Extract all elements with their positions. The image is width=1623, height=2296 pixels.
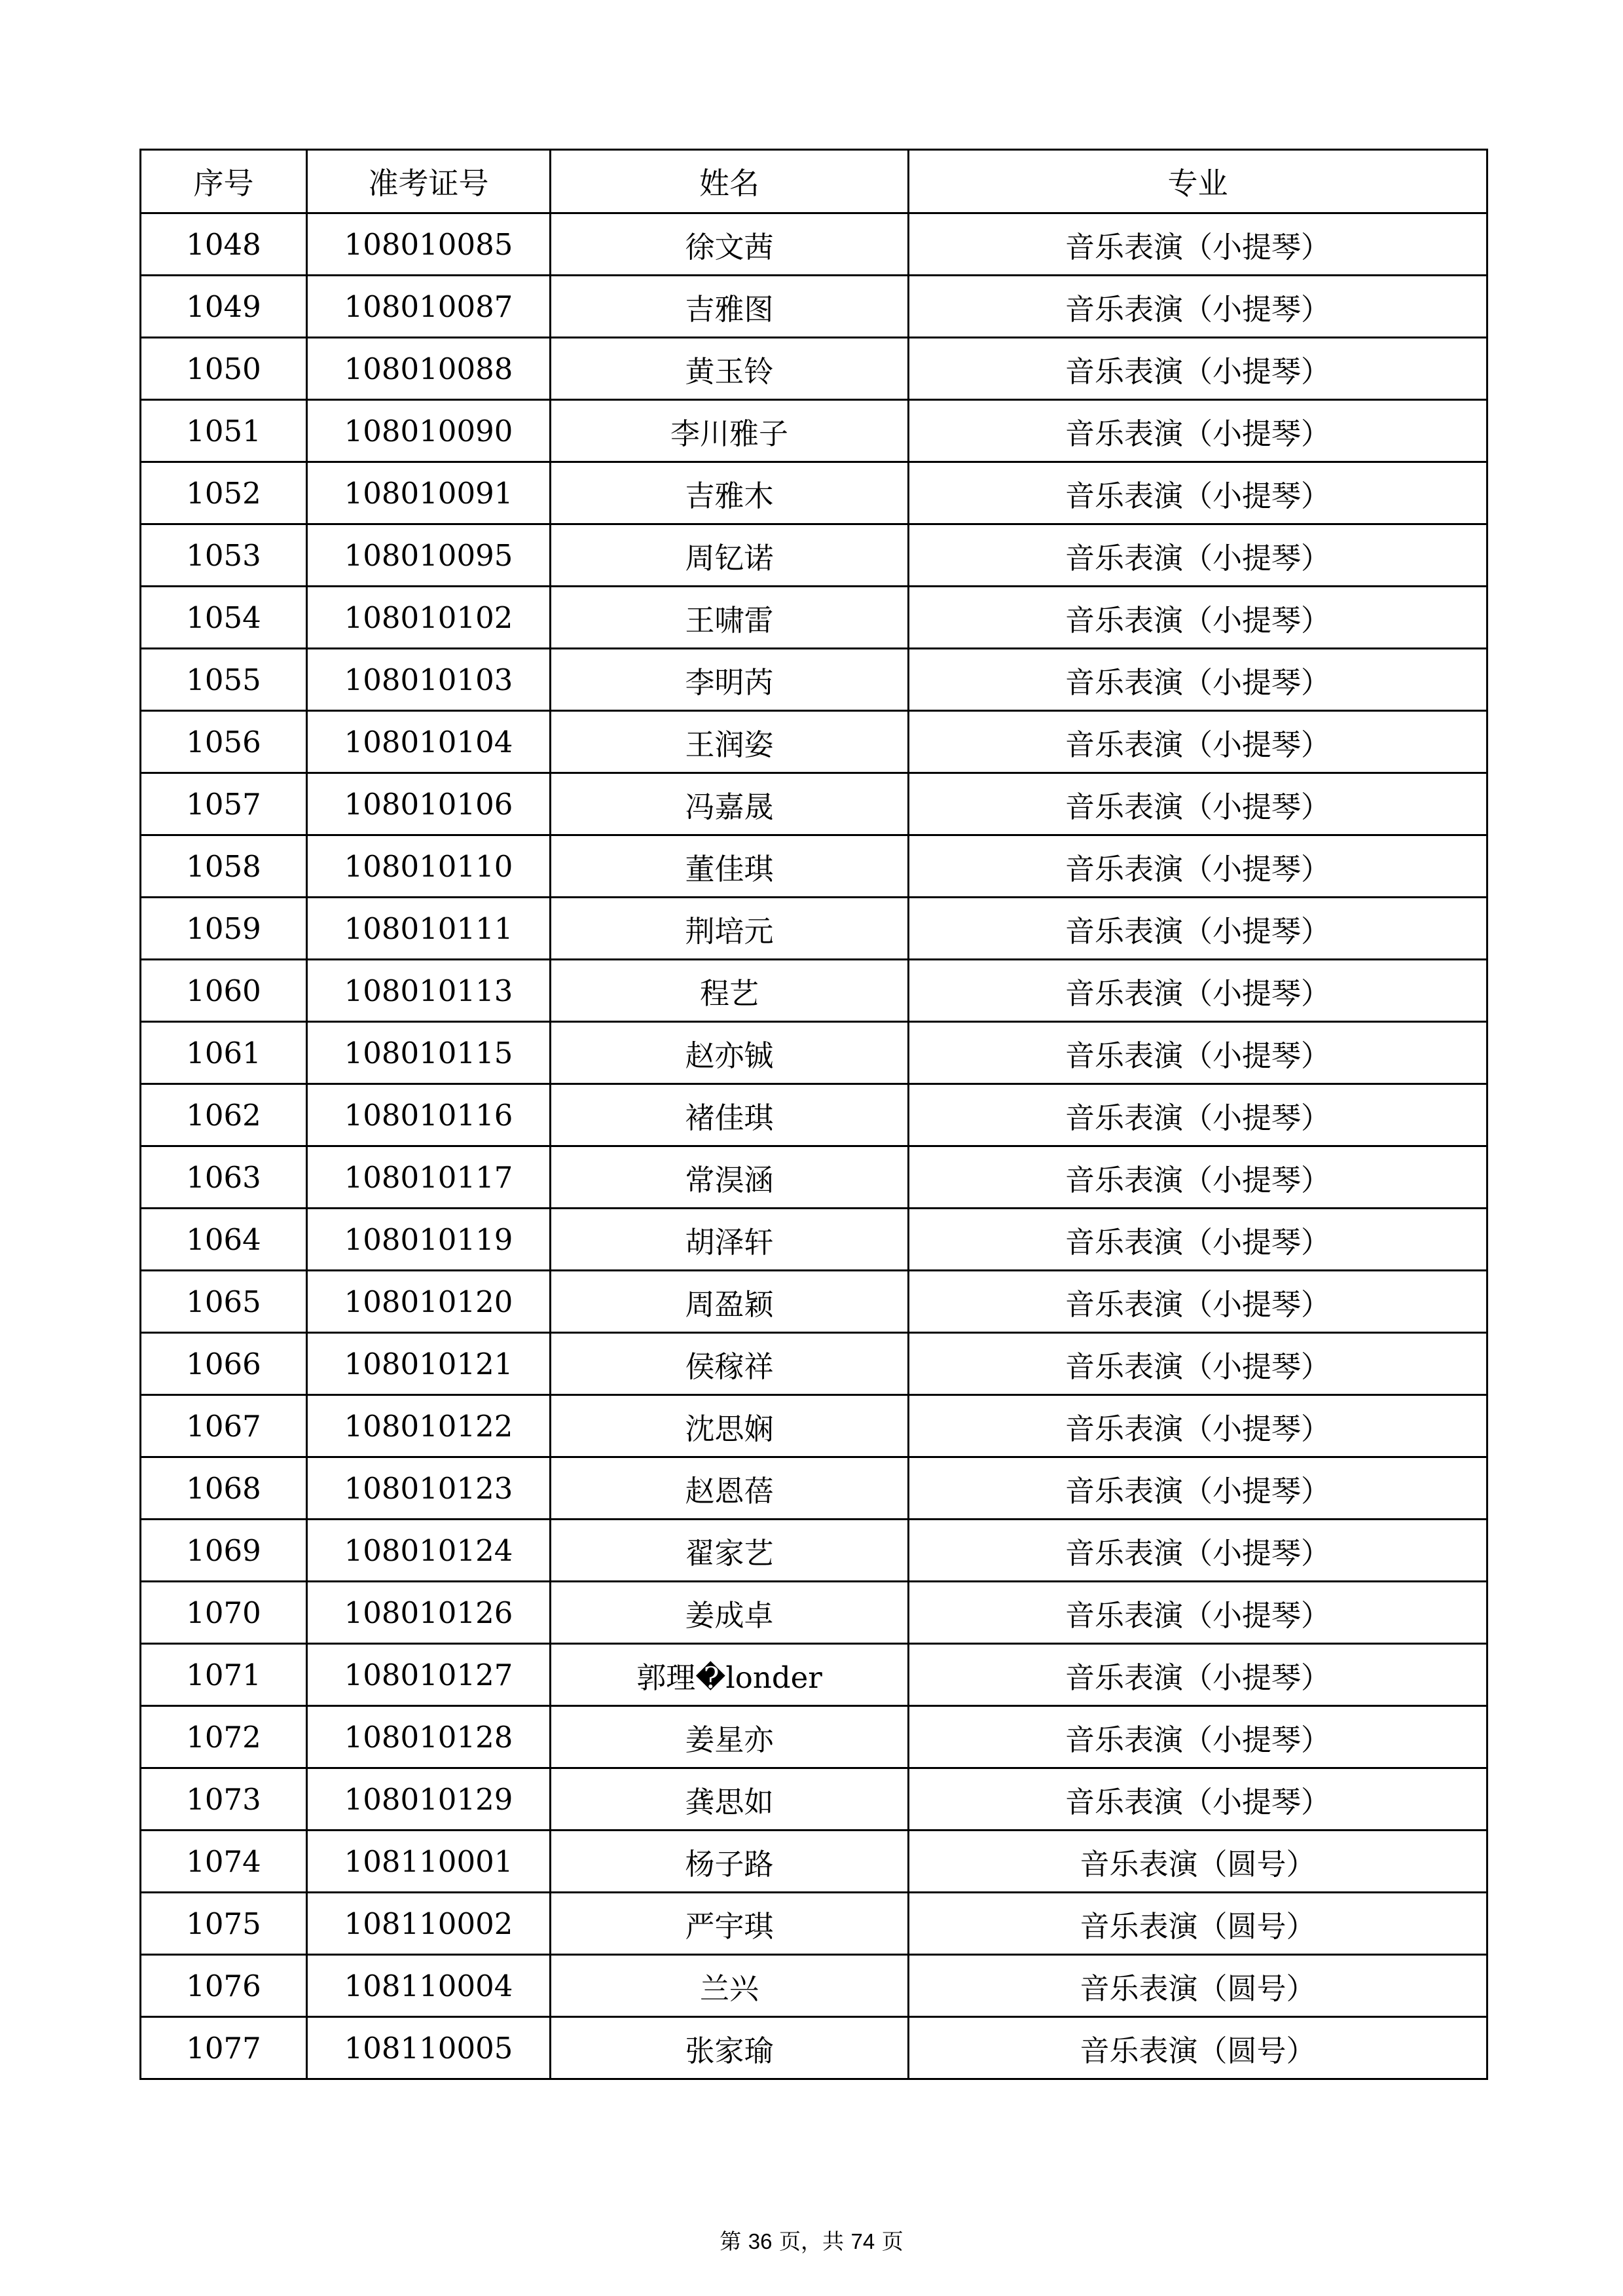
cell-major: 音乐表演（圆号） bbox=[909, 2017, 1487, 2079]
cell-major: 音乐表演（小提琴） bbox=[909, 1209, 1487, 1271]
header-major: 专业 bbox=[909, 150, 1487, 213]
cell-serial-number: 1049 bbox=[141, 276, 307, 338]
cell-serial-number: 1061 bbox=[141, 1022, 307, 1084]
cell-exam-ticket-number: 108010106 bbox=[307, 773, 551, 835]
table-row bbox=[141, 898, 1487, 960]
cell-major: 音乐表演（小提琴） bbox=[909, 960, 1487, 1022]
cell-serial-number: 1052 bbox=[141, 462, 307, 524]
cell-serial-number: 1076 bbox=[141, 1955, 307, 2017]
cell-exam-ticket-number: 108010123 bbox=[307, 1457, 551, 1520]
cell-exam-ticket-number: 108010113 bbox=[307, 960, 551, 1022]
cell-exam-ticket-number: 108010126 bbox=[307, 1582, 551, 1644]
table-row bbox=[141, 1831, 1487, 1893]
table-row bbox=[141, 1022, 1487, 1084]
table-row bbox=[141, 960, 1487, 1022]
cell-major: 音乐表演（小提琴） bbox=[909, 1146, 1487, 1209]
cell-major: 音乐表演（小提琴） bbox=[909, 338, 1487, 400]
header-name: 姓名 bbox=[551, 150, 909, 213]
cell-exam-ticket-number: 108010111 bbox=[307, 898, 551, 960]
table-body bbox=[141, 213, 1487, 2079]
table-row bbox=[141, 773, 1487, 835]
cell-name: 周盈颖 bbox=[551, 1271, 909, 1333]
cell-serial-number: 1069 bbox=[141, 1520, 307, 1582]
cell-major: 音乐表演（小提琴） bbox=[909, 1520, 1487, 1582]
cell-name: 王润姿 bbox=[551, 711, 909, 773]
cell-exam-ticket-number: 108010129 bbox=[307, 1768, 551, 1831]
cell-exam-ticket-number: 108010110 bbox=[307, 835, 551, 898]
cell-name: 常淏涵 bbox=[551, 1146, 909, 1209]
table-header bbox=[141, 150, 1487, 213]
table-row bbox=[141, 711, 1487, 773]
cell-exam-ticket-number: 108010115 bbox=[307, 1022, 551, 1084]
cell-name: 姜星亦 bbox=[551, 1706, 909, 1768]
cell-exam-ticket-number: 108010128 bbox=[307, 1706, 551, 1768]
cell-major: 音乐表演（小提琴） bbox=[909, 898, 1487, 960]
cell-major: 音乐表演（圆号） bbox=[909, 1831, 1487, 1893]
cell-serial-number: 1050 bbox=[141, 338, 307, 400]
cell-serial-number: 1066 bbox=[141, 1333, 307, 1395]
cell-major: 音乐表演（小提琴） bbox=[909, 773, 1487, 835]
cell-name: 赵亦铖 bbox=[551, 1022, 909, 1084]
table-row bbox=[141, 1333, 1487, 1395]
table-row bbox=[141, 587, 1487, 649]
cell-serial-number: 1070 bbox=[141, 1582, 307, 1644]
table-row bbox=[141, 1893, 1487, 1955]
table-row bbox=[141, 338, 1487, 400]
cell-exam-ticket-number: 108010104 bbox=[307, 711, 551, 773]
cell-serial-number: 1072 bbox=[141, 1706, 307, 1768]
cell-exam-ticket-number: 108010127 bbox=[307, 1644, 551, 1706]
cell-major: 音乐表演（小提琴） bbox=[909, 524, 1487, 587]
cell-major: 音乐表演（小提琴） bbox=[909, 400, 1487, 462]
cell-exam-ticket-number: 108010124 bbox=[307, 1520, 551, 1582]
cell-serial-number: 1063 bbox=[141, 1146, 307, 1209]
table-row bbox=[141, 1955, 1487, 2017]
cell-major: 音乐表演（小提琴） bbox=[909, 1333, 1487, 1395]
cell-major: 音乐表演（小提琴） bbox=[909, 1644, 1487, 1706]
cell-name: 姜成卓 bbox=[551, 1582, 909, 1644]
cell-serial-number: 1051 bbox=[141, 400, 307, 462]
table-row bbox=[141, 400, 1487, 462]
table-row bbox=[141, 1768, 1487, 1831]
cell-major: 音乐表演（小提琴） bbox=[909, 1395, 1487, 1457]
cell-name: 程艺 bbox=[551, 960, 909, 1022]
cell-major: 音乐表演（小提琴） bbox=[909, 276, 1487, 338]
cell-exam-ticket-number: 108010117 bbox=[307, 1146, 551, 1209]
cell-exam-ticket-number: 108010102 bbox=[307, 587, 551, 649]
footer-page-number: 36 bbox=[748, 2229, 773, 2253]
table-row bbox=[141, 213, 1487, 276]
cell-major: 音乐表演（小提琴） bbox=[909, 835, 1487, 898]
cell-serial-number: 1058 bbox=[141, 835, 307, 898]
cell-major: 音乐表演（小提琴） bbox=[909, 1022, 1487, 1084]
table-row bbox=[141, 1209, 1487, 1271]
cell-major: 音乐表演（小提琴） bbox=[909, 462, 1487, 524]
cell-exam-ticket-number: 108110004 bbox=[307, 1955, 551, 2017]
cell-major: 音乐表演（小提琴） bbox=[909, 1768, 1487, 1831]
cell-major: 音乐表演（小提琴） bbox=[909, 1271, 1487, 1333]
cell-name: 赵恩蓓 bbox=[551, 1457, 909, 1520]
cell-name: 周钇诺 bbox=[551, 524, 909, 587]
cell-exam-ticket-number: 108010116 bbox=[307, 1084, 551, 1146]
admission-list-table bbox=[139, 149, 1488, 2080]
table-row bbox=[141, 1644, 1487, 1706]
cell-major: 音乐表演（圆号） bbox=[909, 1893, 1487, 1955]
table-row bbox=[141, 276, 1487, 338]
cell-serial-number: 1075 bbox=[141, 1893, 307, 1955]
cell-exam-ticket-number: 108010090 bbox=[307, 400, 551, 462]
cell-serial-number: 1054 bbox=[141, 587, 307, 649]
cell-exam-ticket-number: 108010095 bbox=[307, 524, 551, 587]
cell-serial-number: 1053 bbox=[141, 524, 307, 587]
table-row bbox=[141, 1457, 1487, 1520]
cell-serial-number: 1060 bbox=[141, 960, 307, 1022]
footer-total-pages: 74 bbox=[850, 2229, 875, 2253]
cell-serial-number: 1071 bbox=[141, 1644, 307, 1706]
cell-name: 沈思娴 bbox=[551, 1395, 909, 1457]
header-serial-number: 序号 bbox=[141, 150, 307, 213]
cell-major: 音乐表演（小提琴） bbox=[909, 1582, 1487, 1644]
cell-name: 黄玉铃 bbox=[551, 338, 909, 400]
cell-name: 兰兴 bbox=[551, 1955, 909, 2017]
cell-exam-ticket-number: 108010119 bbox=[307, 1209, 551, 1271]
cell-name: 李明芮 bbox=[551, 649, 909, 711]
cell-name: 冯嘉晟 bbox=[551, 773, 909, 835]
page-footer bbox=[0, 2225, 1623, 2255]
header-exam-ticket-number: 准考证号 bbox=[307, 150, 551, 213]
cell-major: 音乐表演（小提琴） bbox=[909, 213, 1487, 276]
cell-serial-number: 1057 bbox=[141, 773, 307, 835]
cell-exam-ticket-number: 108010122 bbox=[307, 1395, 551, 1457]
cell-exam-ticket-number: 108110005 bbox=[307, 2017, 551, 2079]
cell-name: 李川雅子 bbox=[551, 400, 909, 462]
cell-exam-ticket-number: 108010087 bbox=[307, 276, 551, 338]
cell-name: 侯稼祥 bbox=[551, 1333, 909, 1395]
cell-name: 张家瑜 bbox=[551, 2017, 909, 2079]
table-row bbox=[141, 1582, 1487, 1644]
header-row bbox=[141, 150, 1487, 213]
cell-exam-ticket-number: 108010091 bbox=[307, 462, 551, 524]
table-row bbox=[141, 1146, 1487, 1209]
cell-name: 王啸雷 bbox=[551, 587, 909, 649]
cell-serial-number: 1067 bbox=[141, 1395, 307, 1457]
cell-serial-number: 1048 bbox=[141, 213, 307, 276]
cell-name: 徐文茜 bbox=[551, 213, 909, 276]
cell-serial-number: 1059 bbox=[141, 898, 307, 960]
cell-serial-number: 1065 bbox=[141, 1271, 307, 1333]
table-row bbox=[141, 1395, 1487, 1457]
cell-exam-ticket-number: 108010103 bbox=[307, 649, 551, 711]
cell-exam-ticket-number: 108010085 bbox=[307, 213, 551, 276]
cell-serial-number: 1068 bbox=[141, 1457, 307, 1520]
table-row bbox=[141, 1520, 1487, 1582]
table-row bbox=[141, 524, 1487, 587]
cell-exam-ticket-number: 108110001 bbox=[307, 1831, 551, 1893]
cell-exam-ticket-number: 108010120 bbox=[307, 1271, 551, 1333]
cell-name: 龚思如 bbox=[551, 1768, 909, 1831]
footer-prefix: 第 bbox=[720, 2229, 748, 2254]
cell-name: 胡泽轩 bbox=[551, 1209, 909, 1271]
cell-name: 褚佳琪 bbox=[551, 1084, 909, 1146]
cell-serial-number: 1056 bbox=[141, 711, 307, 773]
cell-major: 音乐表演（小提琴） bbox=[909, 1706, 1487, 1768]
cell-serial-number: 1055 bbox=[141, 649, 307, 711]
cell-serial-number: 1062 bbox=[141, 1084, 307, 1146]
table-row bbox=[141, 835, 1487, 898]
cell-major: 音乐表演（小提琴） bbox=[909, 587, 1487, 649]
table-row bbox=[141, 1084, 1487, 1146]
cell-serial-number: 1077 bbox=[141, 2017, 307, 2079]
table-row bbox=[141, 1271, 1487, 1333]
table-row bbox=[141, 462, 1487, 524]
cell-exam-ticket-number: 108110002 bbox=[307, 1893, 551, 1955]
cell-name: 翟家艺 bbox=[551, 1520, 909, 1582]
cell-name: 杨子路 bbox=[551, 1831, 909, 1893]
cell-exam-ticket-number: 108010088 bbox=[307, 338, 551, 400]
footer-middle: 页，共 bbox=[772, 2229, 851, 2254]
cell-name: 吉雅木 bbox=[551, 462, 909, 524]
cell-major: 音乐表演（小提琴） bbox=[909, 711, 1487, 773]
footer-suffix: 页 bbox=[875, 2229, 903, 2254]
cell-name: 严宇琪 bbox=[551, 1893, 909, 1955]
cell-major: 音乐表演（圆号） bbox=[909, 1955, 1487, 2017]
cell-name: 郭理�londer bbox=[551, 1644, 909, 1706]
table-row bbox=[141, 1706, 1487, 1768]
cell-major: 音乐表演（小提琴） bbox=[909, 649, 1487, 711]
cell-major: 音乐表演（小提琴） bbox=[909, 1084, 1487, 1146]
cell-name: 荆培元 bbox=[551, 898, 909, 960]
table-row bbox=[141, 2017, 1487, 2079]
cell-major: 音乐表演（小提琴） bbox=[909, 1457, 1487, 1520]
cell-name: 吉雅图 bbox=[551, 276, 909, 338]
cell-serial-number: 1064 bbox=[141, 1209, 307, 1271]
cell-name: 董佳琪 bbox=[551, 835, 909, 898]
cell-serial-number: 1074 bbox=[141, 1831, 307, 1893]
cell-serial-number: 1073 bbox=[141, 1768, 307, 1831]
table-row bbox=[141, 649, 1487, 711]
cell-exam-ticket-number: 108010121 bbox=[307, 1333, 551, 1395]
